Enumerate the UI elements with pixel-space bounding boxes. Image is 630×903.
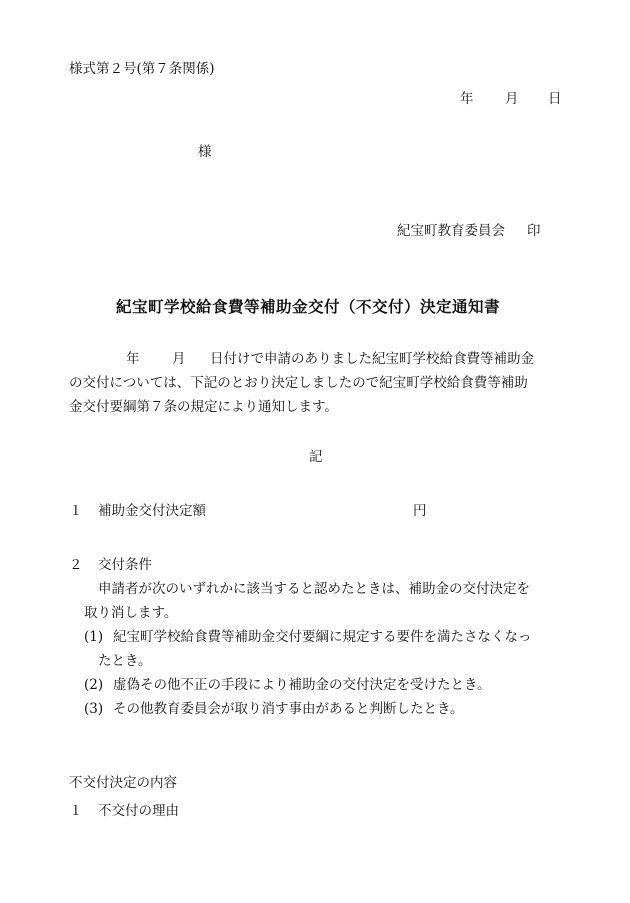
non-grant-item-label: 不交付の理由 bbox=[98, 803, 179, 819]
condition-number: (2) bbox=[84, 677, 104, 693]
ki-heading: 記 bbox=[309, 449, 323, 465]
item1-unit: 円 bbox=[413, 503, 427, 519]
issuer-name: 紀宝町教育委員会 bbox=[397, 223, 505, 239]
item1-label: 補助金交付決定額 bbox=[98, 503, 206, 519]
document-title: 紀宝町学校給食費等補助金交付（不交付）決定通知書 bbox=[116, 297, 501, 316]
condition-text-cont: たとき。 bbox=[98, 653, 152, 669]
item2-intro-line1: 申請者が次のいずれかに該当すると認めたときは、補助金の交付決定を bbox=[98, 581, 530, 597]
seal-mark: 印 bbox=[527, 223, 541, 239]
body-line2: の交付については、下記のとおり決定しましたので紀宝町学校給食費等補助 bbox=[69, 375, 528, 391]
body-line3: 金交付要綱第７条の規定により通知します。 bbox=[69, 399, 338, 415]
body-year: 年 bbox=[126, 351, 140, 367]
condition-text: その他教育委員会が取り消す事由があると判断したとき。 bbox=[113, 701, 464, 717]
body-line1-rest: 日付けで申請のありました紀宝町学校給食費等補助金 bbox=[210, 351, 534, 367]
date-month: 月 bbox=[505, 91, 519, 107]
date-year: 年 bbox=[460, 91, 474, 107]
non-grant-item-number: １ bbox=[69, 803, 83, 819]
date-day: 日 bbox=[548, 91, 562, 107]
item2-label: 交付条件 bbox=[98, 557, 152, 573]
condition-text: 虚偽その他不正の手段により補助金の交付決定を受けたとき。 bbox=[113, 677, 491, 693]
body-month: 月 bbox=[172, 351, 186, 367]
form-number: 様式第２号(第７条関係) bbox=[69, 61, 215, 77]
item1-number: １ bbox=[69, 503, 83, 519]
condition-number: (1) bbox=[84, 629, 104, 645]
condition-number: (3) bbox=[84, 701, 104, 717]
item2-intro-line2: 取り消します。 bbox=[84, 605, 178, 621]
addressee-suffix: 様 bbox=[198, 144, 212, 160]
non-grant-heading: 不交付決定の内容 bbox=[69, 775, 177, 791]
item2-number: ２ bbox=[69, 557, 83, 573]
condition-text: 紀宝町学校給食費等補助金交付要綱に規定する要件を満たさなくなっ bbox=[113, 629, 532, 645]
